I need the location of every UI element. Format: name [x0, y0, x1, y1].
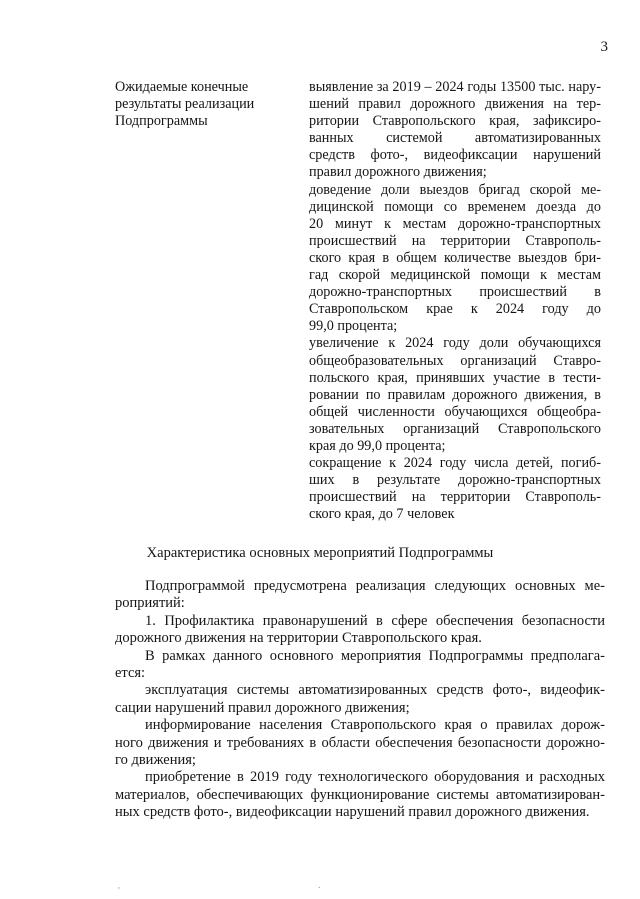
- scan-speck: .: [318, 880, 321, 891]
- result-line: 99,0 процента;: [309, 318, 398, 335]
- paragraph-line: 1. Профилактика правонарушений в сфере обеспечения безопасности: [145, 612, 605, 629]
- paragraph-line: В рамках данного основного мероприятия Подпрограммы предполага-: [145, 647, 605, 664]
- label-line: результаты реализации: [115, 96, 255, 113]
- result-line: общей численности обучающихся общеобра-: [309, 403, 601, 420]
- result-line: зовательных организаций Ставропольского: [309, 420, 601, 437]
- result-line: 20 минут к местам дорожно-транспортных: [309, 215, 601, 232]
- paragraph: [115, 648, 605, 683]
- paragraph-line: роприятий:: [115, 595, 185, 612]
- result-line: польского края, принявших участие в тести-: [309, 369, 601, 386]
- paragraph: [115, 578, 605, 613]
- result-line: ровании по правилам дорожного движения, в: [309, 386, 601, 403]
- paragraph: [115, 769, 605, 821]
- section-heading: Характеристика основных мероприятий Подпрограммы: [146, 545, 494, 561]
- result-line: ванных системой автоматизированных: [309, 130, 601, 147]
- result-line: происшествий на территории Ставрополь-: [309, 489, 601, 506]
- result-line: ского края в общем количестве выездов бри-: [309, 249, 601, 266]
- paragraph: [115, 717, 605, 769]
- paragraph-line: ется:: [115, 665, 146, 682]
- result-line: правил дорожного движения;: [309, 164, 487, 181]
- paragraph-line: эксплуатация системы автоматизированных средств фото-, видеофик-: [145, 682, 605, 699]
- scan-speck: ': [118, 886, 120, 897]
- result-line: дицинской помощи со временем доезда до: [309, 198, 601, 215]
- paragraph-line: сации нарушений правил дорожного движения;: [115, 699, 410, 716]
- paragraph-line: приобретение в 2019 году технологического оборудования и расходных: [145, 769, 605, 786]
- label-line: Ожидаемые конечные: [115, 79, 249, 95]
- result-line: происшествий на территории Ставрополь-: [309, 232, 601, 249]
- result-line: общеобразовательных организаций Ставро-: [309, 352, 601, 369]
- section-body: [115, 578, 605, 822]
- program-table-label: [115, 79, 295, 130]
- result-line: Ставропольском крае к 2024 году до: [309, 301, 601, 318]
- result-line: выявление за 2019 – 2024 годы 13500 тыс. нару-: [309, 79, 601, 95]
- paragraph-line: дорожного движения на территории Ставропольского края.: [115, 630, 482, 647]
- paragraph-line: информирование населения Ставропольского края о правилах дорож-: [145, 717, 605, 734]
- program-table-results: [309, 79, 601, 523]
- paragraph-line: материалов, обеспечивающих функционирование системы автоматизирован-: [115, 786, 605, 803]
- page-number: 3: [600, 39, 608, 55]
- paragraph-line: го движения;: [115, 752, 196, 769]
- result-line: ского края, до 7 человек: [309, 506, 455, 523]
- result-line: сокращение к 2024 году числа детей, погиб-: [309, 455, 601, 472]
- result-line: увеличение к 2024 году доли обучающихся: [309, 335, 601, 352]
- paragraph: [115, 682, 605, 717]
- result-line: гад скорой медицинской помощи к местам: [309, 267, 601, 284]
- result-line: доведение доли выездов бригад скорой ме-: [309, 181, 601, 198]
- result-line: ших в результате дорожно-транспортных: [309, 472, 601, 489]
- result-line: края до 99,0 процента;: [309, 437, 446, 454]
- result-line: дорожно-транспортных происшествий в: [309, 284, 601, 301]
- result-line: ритории Ставропольского края, зафиксиро-: [309, 113, 601, 130]
- label-line: Подпрограммы: [115, 113, 208, 130]
- paragraph-line: ного движения и требованиях в области обеспечения безопасности дорожно-: [115, 734, 605, 751]
- paragraph-line: Подпрограммой предусмотрена реализация следующих основных ме-: [145, 578, 605, 594]
- result-line: шений правил дорожного движения на тер-: [309, 96, 601, 113]
- paragraph: [115, 613, 605, 648]
- paragraph-line: ных средств фото-, видеофиксации нарушений правил дорожного движения.: [115, 804, 590, 821]
- result-line: средств фото-, видеофиксации нарушений: [309, 147, 601, 164]
